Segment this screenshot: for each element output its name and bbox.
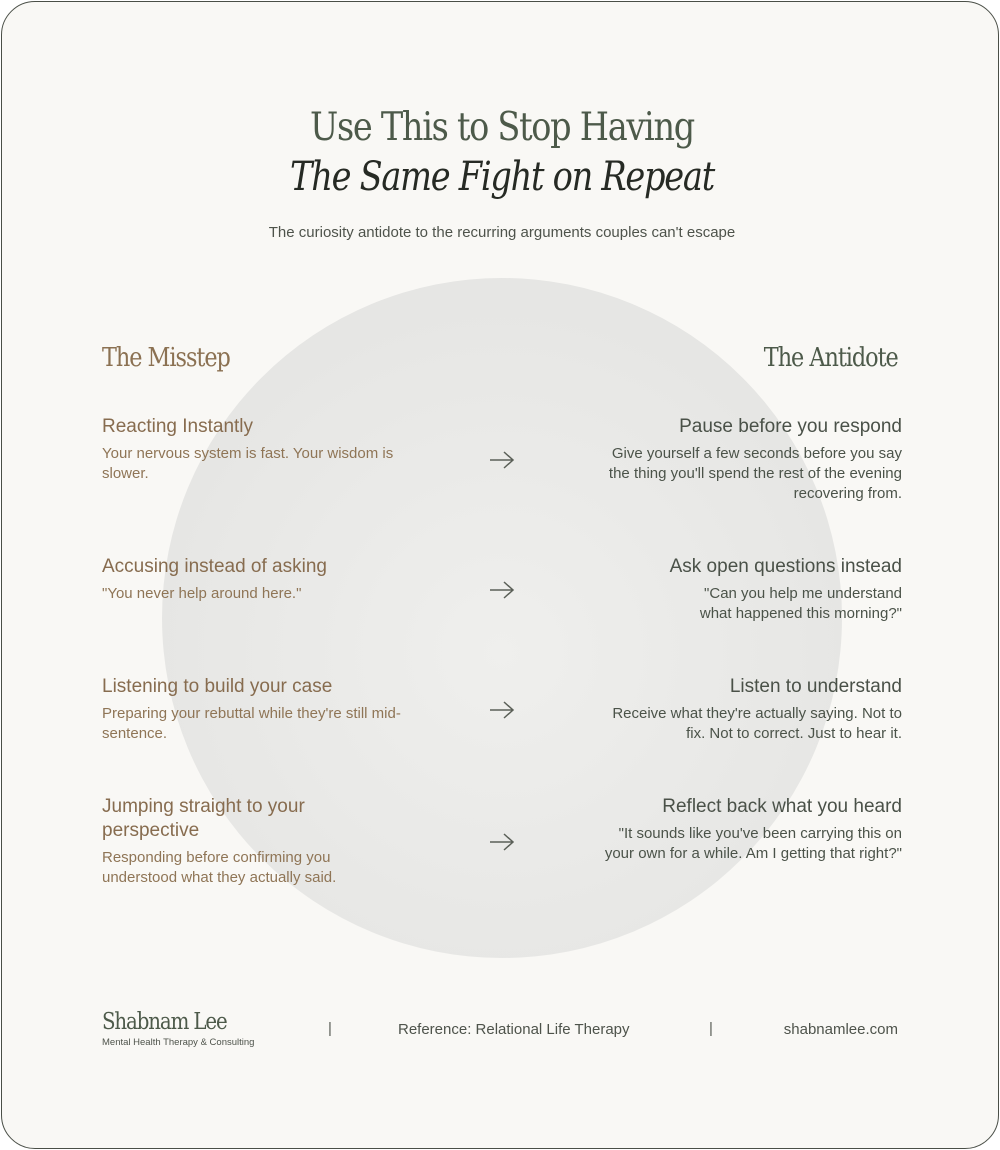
title-line-1: Use This to Stop Having	[309, 105, 694, 150]
antidote-text: "Can you help me understand what happened this morning?"	[699, 585, 902, 622]
footer-separator: |	[709, 1020, 713, 1037]
misstep-title: Accusing instead of asking	[102, 556, 327, 577]
arrow-right-icon	[489, 450, 515, 470]
misstep-title: Jumping straight to your perspective	[102, 796, 305, 841]
misstep-item	[102, 555, 412, 604]
misstep-item	[102, 415, 412, 484]
misstep-item	[102, 795, 367, 888]
misstep-column-heading: The Misstep	[102, 343, 230, 373]
antidote-column-heading: The Antidote	[764, 343, 898, 373]
infographic-card	[1, 1, 999, 1149]
antidote-item	[607, 675, 902, 744]
misstep-text: Responding before confirming you understood what they actually said.	[102, 849, 337, 886]
misstep-text: "You never help around here."	[102, 585, 302, 602]
antidote-item	[669, 555, 902, 624]
misstep-item	[102, 675, 412, 744]
antidote-text: Give yourself a few seconds before you say the thing you'll spend the rest of the evening recovering from.	[608, 445, 902, 502]
brand-tagline: Mental Health Therapy & Consulting	[102, 1037, 255, 1048]
misstep-text: Your nervous system is fast. Your wisdom is slower.	[102, 445, 394, 482]
misstep-title: Listening to build your case	[102, 676, 333, 697]
arrow-right-icon	[489, 832, 515, 852]
title-line-2: The Same Fight on Repeat	[290, 154, 714, 200]
antidote-title: Listen to understand	[729, 676, 902, 697]
antidote-text: Receive what they're actually saying. Not to fix. Not to correct. Just to hear it.	[612, 705, 902, 742]
antidote-title: Reflect back what you heard	[662, 796, 902, 817]
antidote-title: Pause before you respond	[679, 416, 902, 437]
antidote-title: Ask open questions instead	[669, 556, 902, 577]
misstep-title: Reacting Instantly	[102, 416, 254, 437]
website-link[interactable]: shabnamlee.com	[783, 1021, 898, 1038]
antidote-item	[602, 795, 902, 864]
footer-separator: |	[328, 1020, 332, 1037]
footer-reference: Reference: Relational Life Therapy	[398, 1021, 630, 1038]
brand-logo: Shabnam Lee	[102, 1009, 227, 1035]
arrow-right-icon	[489, 580, 515, 600]
antidote-text: "It sounds like you've been carrying this on your own for a while. Am I getting that right?"	[604, 825, 902, 862]
antidote-item	[602, 415, 902, 504]
subtitle: The curiosity antidote to the recurring arguments couples can't escape	[268, 224, 736, 241]
arrow-right-icon	[489, 700, 515, 720]
misstep-text: Preparing your rebuttal while they're still mid-sentence.	[102, 705, 401, 742]
